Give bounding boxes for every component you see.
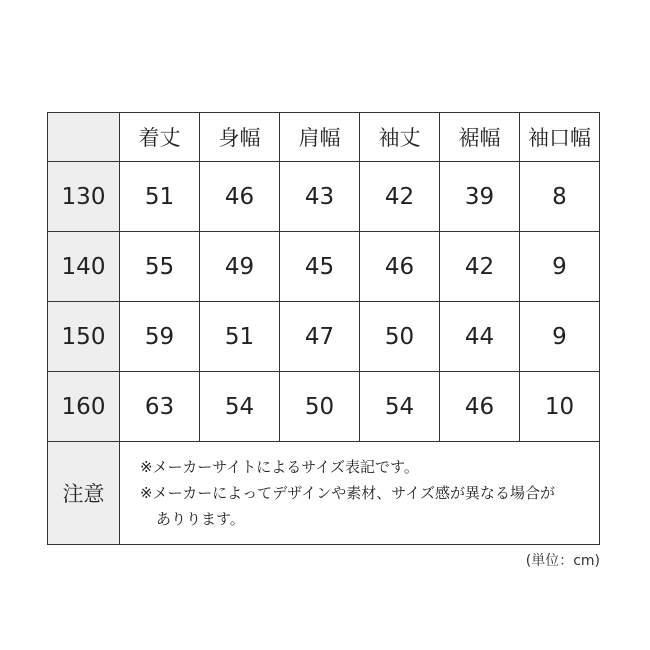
table-cell: 51 bbox=[200, 302, 280, 372]
note-line: ※メーカーによってデザインや素材、サイズ感が異なる場合が bbox=[140, 484, 556, 502]
table-cell: 8 bbox=[520, 162, 600, 232]
size-label: 150 bbox=[48, 302, 120, 372]
size-table bbox=[47, 112, 600, 545]
table-cell: 39 bbox=[440, 162, 520, 232]
note-line: ありります。 bbox=[156, 510, 245, 528]
table-cell: 42 bbox=[360, 162, 440, 232]
size-label: 130 bbox=[48, 162, 120, 232]
table-cell: 42 bbox=[440, 232, 520, 302]
column-header-sleeve-length: 袖丈 bbox=[360, 113, 440, 162]
table-cell: 9 bbox=[520, 232, 600, 302]
table-cell: 9 bbox=[520, 302, 600, 372]
table-cell: 46 bbox=[440, 372, 520, 442]
corner-cell bbox=[48, 113, 120, 162]
table-cell: 10 bbox=[520, 372, 600, 442]
table-cell: 50 bbox=[360, 302, 440, 372]
note-line: ※メーカーサイトによるサイズ表記です。 bbox=[140, 458, 419, 476]
table-cell: 55 bbox=[120, 232, 200, 302]
size-label: 140 bbox=[48, 232, 120, 302]
notes-content bbox=[120, 442, 600, 545]
column-header-shoulder-width: 肩幅 bbox=[280, 113, 360, 162]
column-header-hem-width: 裾幅 bbox=[440, 113, 520, 162]
table-cell: 63 bbox=[120, 372, 200, 442]
table-cell: 51 bbox=[120, 162, 200, 232]
notes-row bbox=[48, 442, 600, 545]
table-cell: 50 bbox=[280, 372, 360, 442]
table-cell: 46 bbox=[360, 232, 440, 302]
notes-label: 注意 bbox=[48, 442, 120, 545]
table-cell: 47 bbox=[280, 302, 360, 372]
table-cell: 46 bbox=[200, 162, 280, 232]
table-row bbox=[48, 162, 600, 232]
table-cell: 54 bbox=[200, 372, 280, 442]
unit-label: (単位：cm) bbox=[525, 553, 600, 569]
header-row bbox=[48, 113, 600, 162]
table-cell: 45 bbox=[280, 232, 360, 302]
table-cell: 43 bbox=[280, 162, 360, 232]
column-header-length: 着丈 bbox=[120, 113, 200, 162]
table-cell: 59 bbox=[120, 302, 200, 372]
table-cell: 44 bbox=[440, 302, 520, 372]
column-header-cuff-width: 袖口幅 bbox=[520, 113, 600, 162]
table-row bbox=[48, 372, 600, 442]
table-row bbox=[48, 302, 600, 372]
table-row bbox=[48, 232, 600, 302]
table-cell: 49 bbox=[200, 232, 280, 302]
table-cell: 54 bbox=[360, 372, 440, 442]
column-header-body-width: 身幅 bbox=[200, 113, 280, 162]
size-label: 160 bbox=[48, 372, 120, 442]
